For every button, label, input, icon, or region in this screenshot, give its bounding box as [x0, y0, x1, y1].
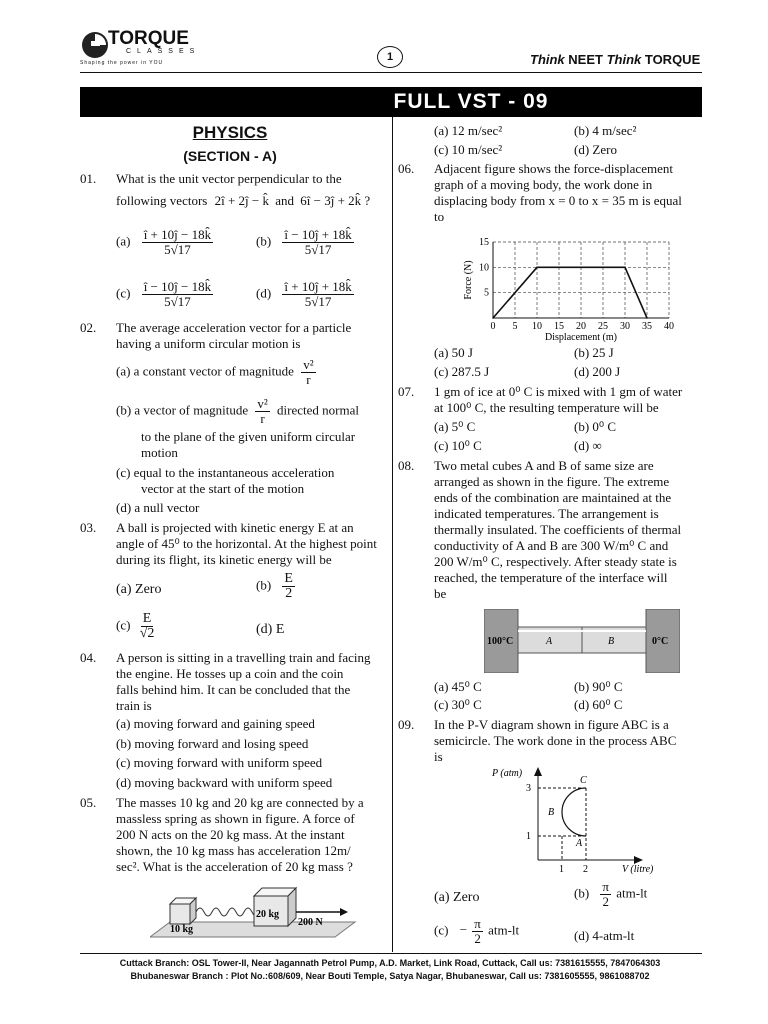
q09-line2: semicircle. The work done in the process ABC [434, 733, 677, 748]
frac-den: r [306, 372, 311, 387]
q04-number: 04. [80, 650, 97, 665]
q02-option-b-text2: directed normal [277, 402, 359, 418]
x-tick-label: 30 [620, 321, 630, 332]
fig-label-b: B [608, 636, 615, 647]
q02-option-a[interactable] [116, 358, 316, 387]
minus-sign: − [459, 922, 468, 938]
slogan-think-2: Think [606, 52, 642, 67]
data-point [536, 267, 538, 269]
q02-c-line2: vector at the start of the motion [141, 481, 305, 496]
q01-qmark: ? [364, 193, 371, 208]
fig-axis-p: P (atm) [492, 768, 523, 779]
y-tick-label: 10 [479, 262, 489, 274]
q04-option-a[interactable]: (a) moving forward and gaining speed [116, 716, 315, 731]
logo-sub: CLASSES [126, 48, 201, 55]
logo-tagline: Shaping the power in YOU [80, 60, 164, 66]
q08-line2: arranged as shown in the figure. The extreme [434, 474, 670, 489]
mass-10kg [170, 904, 190, 924]
q09-pv-diagram [488, 764, 678, 876]
q07-line2: at 100⁰ C, the resulting temperature will be [434, 400, 659, 415]
q03-text [116, 520, 388, 568]
frac-den: 2 [602, 894, 609, 909]
q03-line2: angle of 45⁰ to the horizontal. At the highest point [116, 536, 377, 551]
slogan-torque: TORQUE [641, 52, 701, 67]
slogan-think-1: Think [530, 52, 565, 67]
logo-main: TORQUE [108, 28, 189, 49]
fig-tick-x1: 1 [559, 864, 564, 875]
force-displacement-chart [455, 234, 685, 344]
section-heading: (SECTION - A) [183, 148, 277, 164]
q05-line3: 200 N acts on the 20 kg mass. At the instant [116, 827, 345, 842]
x-tick-label: 20 [576, 321, 586, 332]
q06-line1: Adjacent figure shows the force-displacement [434, 161, 673, 176]
q01-number: 01. [80, 171, 97, 186]
x-tick-label: 35 [642, 321, 652, 332]
q09-number: 09. [398, 717, 415, 732]
q08-line8: reached, the temperature of the interface will [434, 570, 668, 585]
q06-option-c[interactable]: (c) 287.5 J [434, 364, 490, 379]
q03-option-b[interactable] [256, 572, 295, 601]
q06-line4: to [434, 209, 445, 224]
q07-option-a[interactable]: (a) 5⁰ C [434, 419, 476, 434]
q02-b-line2: to the plane of the given uniform circular [141, 429, 356, 444]
q04-option-d[interactable]: (d) moving backward with uniform speed [116, 775, 333, 790]
header-rule [80, 72, 702, 73]
q01-text [116, 171, 384, 187]
torque-logo-icon [80, 30, 110, 60]
option-label: (b) [256, 577, 272, 593]
footer [60, 957, 720, 983]
frac-num: v² [257, 396, 268, 411]
fig-temp-left: 100°C [487, 636, 514, 647]
q05-option-b[interactable]: (b) 4 m/sec² [574, 123, 637, 138]
q01-line1: What is the unit vector perpendicular to the [116, 171, 342, 186]
q09-line3: is [434, 749, 443, 764]
q08-line9: be [434, 586, 447, 601]
q03-option-d[interactable]: (d) E [256, 622, 285, 637]
q06-option-a[interactable]: (a) 50 J [434, 345, 473, 360]
q02-option-b[interactable] [116, 397, 359, 426]
q09-option-d[interactable]: (d) 4-atm-lt [574, 928, 635, 943]
q03-option-c[interactable] [116, 612, 156, 641]
data-point [492, 317, 494, 319]
q09-line1: In the P-V diagram shown in figure ABC is a [434, 717, 669, 732]
title-banner [80, 87, 702, 117]
frac-den: √2 [139, 626, 155, 641]
frac-num: π [602, 879, 609, 894]
frac-num: î + 10ĵ − 18k̂ [143, 227, 212, 242]
q07-line1: 1 gm of ice at 0⁰ C is mixed with 1 gm of water [434, 384, 683, 399]
x-tick-label: 10 [532, 321, 542, 332]
q01-line2: following vectors [116, 193, 208, 208]
semicircle-abc [562, 788, 586, 836]
q04-line2: the engine. He tosses up a coin and the coin [116, 666, 344, 681]
q05-line5: sec². What is the acceleration of 20 kg mass ? [116, 859, 353, 874]
q04-option-b[interactable]: (b) moving forward and losing speed [116, 736, 309, 751]
fig-label-20kg: 20 kg [256, 909, 280, 920]
fig-tick-1: 1 [526, 831, 531, 842]
frac-num: î − 10ĵ + 18k̂ [284, 227, 352, 242]
q02-line1: The average acceleration vector for a particle [116, 320, 352, 335]
option-label: (c) [434, 922, 449, 938]
q01-option-d[interactable] [256, 280, 354, 309]
q04-line3: falls behind him. It can be concluded that the [116, 682, 351, 697]
fig-label-a: A [546, 636, 553, 647]
frac-den: 5√17 [304, 242, 332, 257]
q04-line4: train is [116, 698, 152, 713]
q01-vectors [116, 193, 370, 209]
page-number [377, 46, 403, 68]
data-point [624, 267, 626, 269]
q09-option-c[interactable] [434, 917, 519, 946]
column-divider [392, 117, 393, 952]
q05-line4: shown, the 10 kg mass has acceleration 12m/ [116, 843, 351, 858]
page-number-text: 1 [386, 51, 394, 63]
option-label: (b) [256, 233, 272, 249]
q03-option-a[interactable]: (a) Zero [116, 582, 162, 597]
q05-option-a[interactable]: (a) 12 m/sec² [434, 123, 503, 138]
q05-option-c[interactable]: (c) 10 m/sec² [434, 142, 503, 157]
y-axis-label: Force (N) [463, 260, 474, 300]
q05-line1: The masses 10 kg and 20 kg are connected by a [116, 795, 364, 810]
spring [196, 908, 260, 916]
q02-option-b-text: (b) a vector of magnitude [116, 402, 249, 418]
q08-text [434, 458, 704, 602]
q02-number: 02. [80, 320, 97, 335]
q08-option-a[interactable]: (a) 45⁰ C [434, 679, 482, 694]
footer-cuttack: Cuttack Branch: OSL Tower-II, Near Jagannath Petrol Pump, A.D. Market, Link Road, Cuttack, Call us: 7381615555, 7847064303 [119, 958, 661, 968]
fig-point-b: B [548, 807, 555, 818]
q08-line4: indicated temperatures. The arrangement is [434, 506, 659, 521]
q09-option-a[interactable]: (a) Zero [434, 890, 480, 905]
fig-tick-3: 3 [526, 783, 531, 794]
subject-heading: PHYSICS [192, 123, 268, 142]
q04-option-c[interactable]: (c) moving forward with uniform speed [116, 755, 323, 770]
option-label: (b) [574, 885, 590, 901]
q06-line3: displacing body from x = 0 to x = 35 m is equal [434, 193, 682, 208]
q08-number: 08. [398, 458, 415, 473]
q05-number: 05. [80, 795, 97, 810]
fig-label-200n: 200 N [298, 917, 323, 928]
frac-den: 5√17 [164, 242, 191, 257]
q06-option-b[interactable]: (b) 25 J [574, 345, 614, 360]
option-label: (c) [116, 285, 131, 301]
fig-point-a: A [576, 838, 583, 849]
q08-option-c[interactable]: (c) 30⁰ C [434, 697, 482, 712]
q01-and: and [275, 193, 295, 208]
option-unit: atm-lt [616, 885, 648, 901]
q02-line2: having a uniform circular motion is [116, 336, 301, 351]
option-label: (c) [116, 617, 131, 633]
q06-line2: graph of a moving body, the work done in [434, 177, 653, 192]
q02-c-line1: (c) equal to the instantaneous acceleration [116, 465, 335, 480]
q08-option-b[interactable]: (b) 90⁰ C [574, 679, 623, 694]
frac-num: E [284, 571, 293, 586]
fig-temp-right: 0°C [652, 636, 669, 647]
q07-option-d[interactable]: (d) ∞ [574, 438, 602, 453]
x-tick-label: 25 [598, 321, 608, 332]
q08-line3: ends of the combination are maintained at the [434, 490, 672, 505]
q01-option-b[interactable] [256, 228, 354, 257]
frac-num: î − 10ĵ − 18k̂ [143, 279, 212, 294]
frac-den: r [260, 411, 265, 426]
q03-line3: during its flight, its kinetic energy will be [116, 552, 332, 567]
fig-tick-x2: 2 [583, 864, 588, 875]
q08-line7: 200 W/m⁰ C, respectively. After steady state is [434, 554, 677, 569]
frac-den: 2 [474, 931, 481, 946]
slogan-neet: NEET [564, 52, 607, 67]
q01-option-c[interactable] [116, 280, 213, 309]
frac-den: 2 [285, 586, 293, 601]
q04-line1: A person is sitting in a travelling train and facing [116, 650, 371, 665]
option-unit: atm-lt [488, 922, 520, 938]
y-tick-label: 5 [484, 287, 489, 299]
data-point [646, 317, 648, 319]
q05-text [116, 795, 388, 875]
fig-axis-v: V (litre) [622, 864, 654, 875]
frac-den: 5√17 [304, 294, 332, 309]
x-axis-label: Displacement (m) [545, 332, 617, 343]
x-tick-label: 15 [554, 321, 564, 332]
q02-option-a-text: (a) a constant vector of magnitude [116, 363, 294, 379]
option-label: (a) [116, 233, 131, 249]
q08-line5: thermally insulated. The coefficients of thermal [434, 522, 682, 537]
q04-text [116, 650, 388, 714]
frac-num: E [142, 611, 152, 626]
q02-option-c[interactable] [116, 465, 391, 497]
q02-text [116, 320, 386, 352]
q08-line1: Two metal cubes A and B of same size are [434, 458, 654, 473]
q05-line2: massless spring as shown in figure. A force of [116, 811, 355, 826]
q06-option-d[interactable]: (d) 200 J [574, 364, 621, 379]
q01-option-a[interactable] [116, 228, 213, 257]
x-tick-label: 40 [664, 321, 674, 332]
q07-text [434, 384, 704, 416]
frac-den: 5√17 [164, 294, 191, 309]
q06-text [434, 161, 704, 225]
q01-vec1: 2î + 2ĵ − k̂ [214, 193, 269, 208]
q03-line1: A ball is projected with kinetic energy E at an [116, 520, 354, 535]
q06-number: 06. [398, 161, 415, 176]
option-label: (d) [256, 285, 272, 301]
q05-option-d[interactable]: (d) Zero [574, 142, 617, 157]
q08-option-d[interactable]: (d) 60⁰ C [574, 697, 623, 712]
logo [80, 28, 200, 68]
fig-label-10kg: 10 kg [170, 924, 194, 935]
x-tick-label: 0 [490, 321, 496, 332]
q05-spring-mass-figure [150, 882, 370, 942]
x-tick-label: 5 [512, 321, 518, 332]
y-tick-label: 15 [479, 237, 489, 248]
q08-cubes-figure [484, 609, 680, 673]
footer-bhubaneswar: Bhubaneswar Branch : Plot No.:608/609, Near Bouti Temple, Satya Nagar, Bhubaneswar, Call us: 7381605555, 9861088702 [130, 971, 650, 981]
fig-point-c: C [580, 775, 587, 786]
frac-num: π [474, 916, 481, 931]
q09-text [434, 717, 704, 765]
frac-num: v² [303, 357, 314, 372]
q02-b-line3: motion [141, 445, 178, 460]
q02-option-d[interactable]: (d) a null vector [116, 500, 200, 515]
q07-option-c[interactable]: (c) 10⁰ C [434, 438, 482, 453]
q03-number: 03. [80, 520, 97, 535]
q07-option-b[interactable]: (b) 0⁰ C [574, 419, 617, 434]
q08-line6: conductivity of A and B are 300 W/m⁰ C and [434, 538, 669, 553]
footer-rule [80, 953, 702, 954]
frac-num: î + 10ĵ + 18k̂ [284, 279, 352, 294]
slogan [530, 52, 700, 67]
q01-vec2: 6î − 3ĵ + 2k̂ [300, 193, 362, 208]
q07-number: 07. [398, 384, 415, 399]
q02-option-b-cont [141, 429, 391, 461]
banner-text: FULL VST - 09 [393, 90, 549, 113]
q09-option-b[interactable] [574, 880, 647, 909]
